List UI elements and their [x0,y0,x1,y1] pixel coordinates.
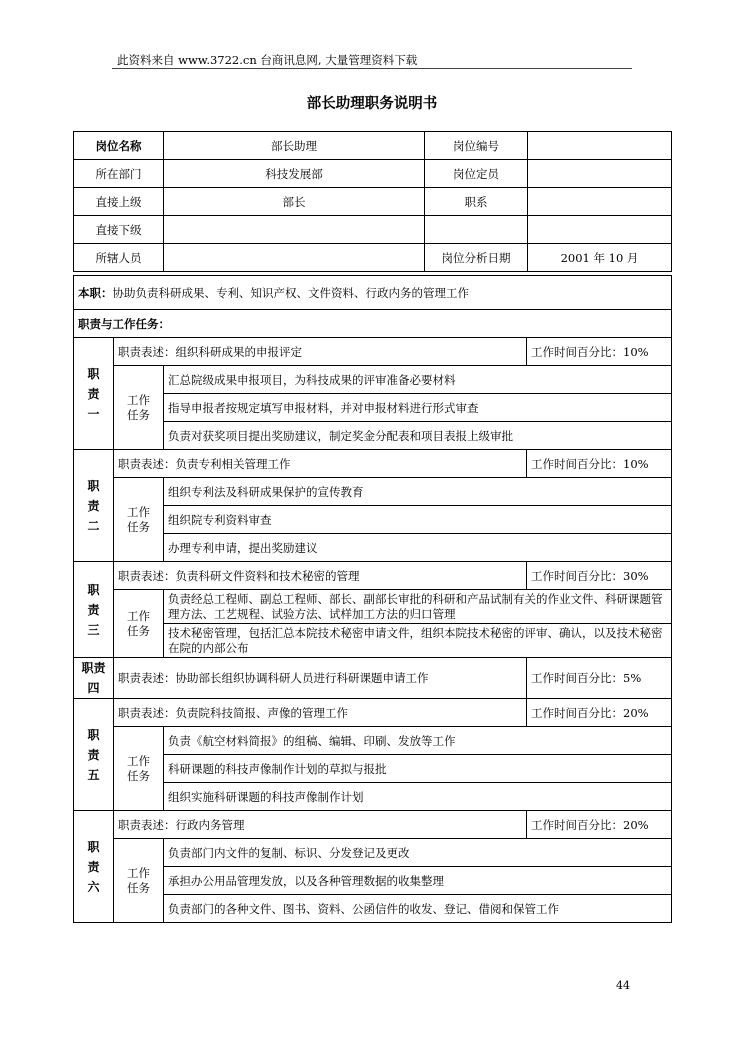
main-duty-label: 本职： [78,285,113,300]
task-item: 负责《航空材料简报》的组稿、编辑、印刷、发放等工作 [164,727,672,755]
duty-label: 职 责 五 [74,699,114,811]
duties-header-row [74,310,672,338]
task-row [74,478,672,506]
task-item: 负责部门内文件的复制、标识、分发登记及更改 [164,839,672,867]
task-row [74,727,672,755]
duty-statement: 职责表述：负责科研文件资料和技术秘密的管理 [114,562,527,590]
info-row [74,216,672,244]
info-label: 岗位分析日期 [425,244,528,272]
info-value [164,216,425,244]
duty-label: 职 责 六 [74,811,114,923]
task-label: 工作 任务 [114,839,164,923]
duty-time-percent: 工作时间百分比：20% [527,699,672,727]
duty-time-percent: 工作时间百分比：20% [527,811,672,839]
task-label: 工作 任务 [114,478,164,562]
task-item: 负责对获奖项目提出奖励建议，制定奖金分配表和项目表报上级审批 [164,422,672,450]
task-row [74,867,672,895]
info-label: 岗位定员 [425,160,528,188]
info-value: 部长助理 [164,132,425,160]
duty-statement-row [74,562,672,590]
duty-time-percent: 工作时间百分比：5% [527,658,672,699]
info-row [74,132,672,160]
duty-statement: 职责表述：组织科研成果的申报评定 [114,338,527,366]
info-label: 岗位编号 [425,132,528,160]
task-item: 办理专利申请，提出奖励建议 [164,534,672,562]
duty-label: 职责 四 [74,658,114,699]
task-item: 组织院专利资料审查 [164,506,672,534]
duty-time-percent: 工作时间百分比：10% [527,338,672,366]
duty-statement-row [74,699,672,727]
task-item: 技术秘密管理，包括汇总本院技术秘密申请文件，组织本院技术秘密的评审、确认，以及技术秘密在院的内部公布 [164,624,672,658]
info-value [528,216,672,244]
task-item: 负责部门的各种文件、图书、资料、公函信件的收发、登记、借阅和保管工作 [164,895,672,923]
duties-header: 职责与工作任务： [74,310,672,338]
task-row [74,755,672,783]
duty-time-percent: 工作时间百分比：30% [527,562,672,590]
task-row [74,590,672,624]
header-rule [112,68,632,69]
info-row [74,244,672,272]
info-value [164,244,425,272]
info-label: 直接上级 [74,188,164,216]
info-label: 所在部门 [74,160,164,188]
info-value [528,132,672,160]
document-title: 部长助理职务说明书 [306,96,438,112]
info-row [74,188,672,216]
task-row [74,895,672,923]
duty-statement-row [74,811,672,839]
task-item: 汇总院级成果申报项目，为科技成果的评审准备必要材料 [164,366,672,394]
task-row [74,366,672,394]
source-header: 此资料来自 www.3722.cn 台商讯息网, 大量管理资料下载 [117,53,418,67]
info-value: 部长 [164,188,425,216]
main-duty-row [74,276,672,310]
duty-label: 职 责 一 [74,338,114,450]
task-row [74,422,672,450]
task-item: 负责经总工程师、副总工程师、部长、副部长审批的科研和产品试制有关的作业文件、科研课题管理方法、工艺规程、试验方法、试样加工方法的归口管理 [164,590,672,624]
task-row [74,839,672,867]
task-label: 工作 任务 [114,590,164,658]
page-number: 44 [616,979,630,992]
info-label: 岗位名称 [74,132,164,160]
info-value: 科技发展部 [164,160,425,188]
duty-statement: 职责表述：行政内务管理 [114,811,527,839]
task-item: 科研课题的科技声像制作计划的草拟与报批 [164,755,672,783]
duty-statement-row [74,450,672,478]
task-row [74,624,672,658]
task-item: 指导申报者按规定填写申报材料，并对申报材料进行形式审查 [164,394,672,422]
duties-table [73,275,672,923]
info-label: 职系 [425,188,528,216]
duty-statement: 职责表述：负责专利相关管理工作 [114,450,527,478]
task-row [74,783,672,811]
task-label: 工作 任务 [114,366,164,450]
task-row [74,506,672,534]
position-info-table [73,131,672,272]
task-row [74,534,672,562]
duty-statement: 职责表述：协助部长组织协调科研人员进行科研课题申请工作 [114,658,527,699]
task-row [74,394,672,422]
duty-statement-row [74,658,672,699]
info-value [528,160,672,188]
duty-statement-row [74,338,672,366]
info-label [425,216,528,244]
task-item: 承担办公用品管理发放，以及各种管理数据的收集整理 [164,867,672,895]
info-label: 直接下级 [74,216,164,244]
duty-label: 职 责 三 [74,562,114,658]
info-value [528,188,672,216]
info-row [74,160,672,188]
main-duty-text: 协助负责科研成果、专利、知识产权、文件资料、行政内务的管理工作 [112,285,469,300]
task-item: 组织专利法及科研成果保护的宣传教育 [164,478,672,506]
info-value: 2001 年 10 月 [528,244,672,272]
duty-label: 职 责 二 [74,450,114,562]
task-item: 组织实施科研课题的科技声像制作计划 [164,783,672,811]
duty-statement: 职责表述：负责院科技简报、声像的管理工作 [114,699,527,727]
task-label: 工作 任务 [114,727,164,811]
main-duty-cell [74,276,672,310]
info-label: 所辖人员 [74,244,164,272]
duty-time-percent: 工作时间百分比：10% [527,450,672,478]
